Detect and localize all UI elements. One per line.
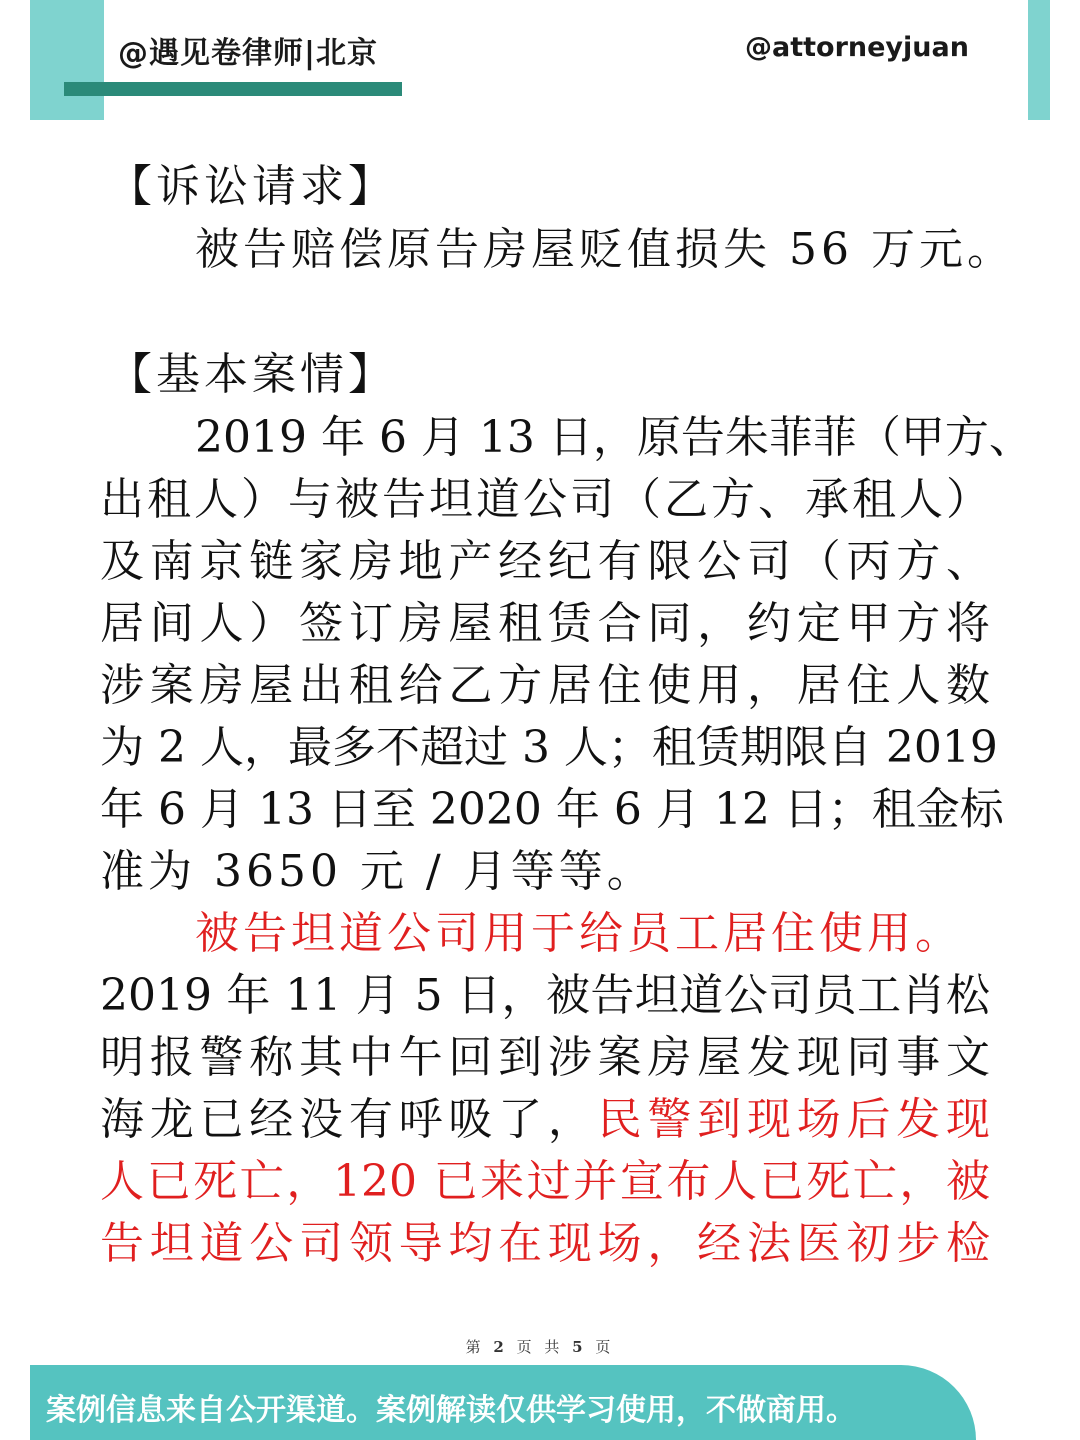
facts-line: 明报警称其中午回到涉案房屋发现同事文	[100, 1032, 990, 1083]
page-indicator-middle: 页 共	[516, 1338, 564, 1356]
page-indicator-suffix: 页	[595, 1338, 615, 1356]
document-body	[100, 155, 1033, 1275]
facts-line: 涉案房屋出租给乙方居住使用，居住人数	[100, 660, 990, 711]
header-accent-bar-left	[30, 0, 104, 120]
header-underline	[64, 82, 402, 96]
page-current: 2	[493, 1338, 508, 1356]
author-handle-cn: @遇见卷律师|北京	[118, 36, 378, 71]
section-title-claims: 【诉讼请求】	[108, 161, 396, 212]
facts-line: 出租人）与被告坦道公司（乙方、承租人）	[100, 474, 990, 525]
facts-line: 居间人）签订房屋租赁合同，约定甲方将	[100, 598, 990, 649]
facts-highlight-line: 告坦道公司领导均在现场，经法医初步检	[100, 1218, 990, 1269]
facts-mixed-line	[100, 1089, 990, 1151]
author-handle-en: @attorneyjuan	[745, 32, 969, 63]
facts-line-black-part: 海龙已经没有呼吸了，	[100, 1094, 598, 1145]
header-accent-bar-right	[1028, 0, 1050, 120]
facts-highlight-line: 人已死亡，120 已来过并宣布人已死亡，被	[100, 1156, 990, 1207]
footer-disclaimer: 案例信息来自公开渠道。案例解读仅供学习使用，不做商用。	[46, 1393, 856, 1428]
facts-line: 为 2 人，最多不超过 3 人；租赁期限自 2019	[100, 722, 998, 773]
facts-line: 2019 年 11 月 5 日，被告坦道公司员工肖松	[100, 970, 990, 1021]
page-indicator	[0, 1336, 1080, 1357]
facts-line: 2019 年 6 月 13 日，原告朱菲菲（甲方、	[195, 412, 1033, 463]
facts-line: 及南京链家房地产经纪有限公司（丙方、	[100, 536, 990, 587]
facts-line-red-part: 民警到现场后发现	[597, 1094, 991, 1145]
claims-text: 被告赔偿原告房屋贬值损失 56 万元。	[195, 224, 1015, 275]
facts-line: 准为 3650 元 / 月等等。	[100, 846, 655, 897]
page-indicator-prefix: 第	[465, 1338, 485, 1356]
facts-highlight-line: 被告坦道公司用于给员工居住使用。	[195, 908, 963, 959]
facts-line: 年 6 月 13 日至 2020 年 6 月 12 日；租金标	[100, 784, 1004, 835]
page-total: 5	[572, 1338, 587, 1356]
section-spacer	[100, 281, 990, 343]
section-title-facts: 【基本案情】	[108, 349, 396, 400]
